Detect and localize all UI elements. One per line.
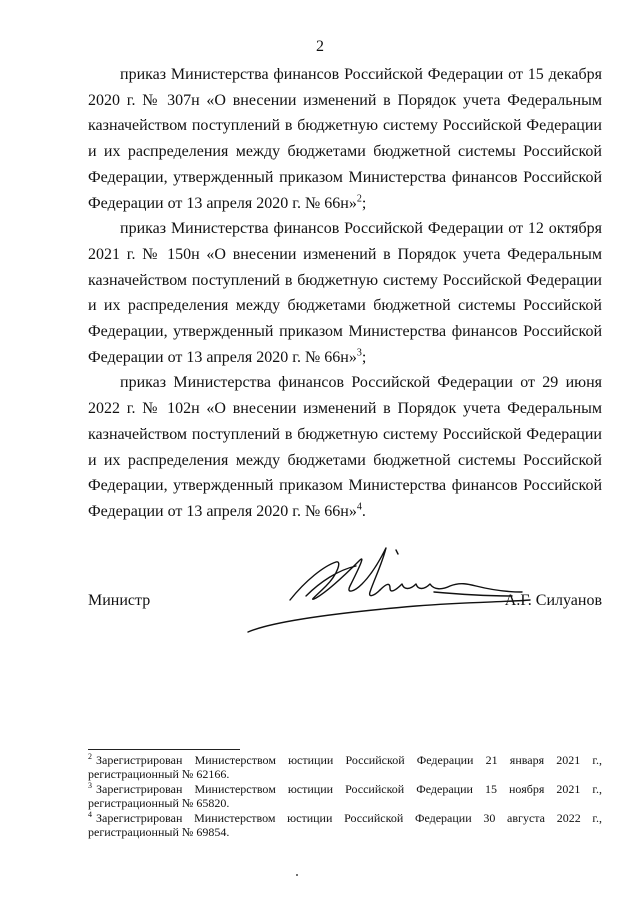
- paragraph-text: приказ Министерства финансов Российской Федерации от 29 июня 2022 г. № 102н «О внесении изменений в Порядок учета Федеральным казначейством поступлений в бюджетную систему Российской Федерации и их распределения между бюджетами бюджетной системы Российской Федерации, утвержденный приказом Министерства финансов Российской Федерации от 13 апреля 2020 г. № 66н»: [88, 374, 602, 520]
- footnote-number: 2: [88, 752, 92, 761]
- paragraph-text: приказ Министерства финансов Российской Федерации от 12 октября 2021 г. № 150н «О внесении изменений в Порядок учета Федеральным казначейством поступлений в бюджетную систему Российской Федерации и их распределения между бюджетами бюджетной системы Российской Федерации, утвержденный приказом Министерства финансов Российской Федерации от 13 апреля 2020 г. № 66н»: [88, 220, 602, 366]
- signature-block: [88, 540, 602, 650]
- paragraph-suffix: ;: [361, 194, 367, 212]
- footnote-ref: 2: [356, 193, 362, 205]
- footnote: [88, 782, 602, 810]
- footnote-ref: 4: [356, 501, 362, 513]
- footnotes: [88, 753, 602, 840]
- paragraph-suffix: ;: [361, 348, 367, 366]
- footnote-text: Зарегистрирован Министерством юстиции Российской Федерации 15 ноября 2021 г., регистрационный № 65820.: [88, 782, 602, 810]
- page-number: 2: [316, 38, 324, 55]
- paragraph-suffix: .: [361, 502, 366, 520]
- footnote-number: 4: [88, 810, 92, 819]
- paragraph-text: приказ Министерства финансов Российской Федерации от 15 декабря 2020 г. № 307н «О внесении изменений в Порядок учета Федеральным казначейством поступлений в бюджетную систему Российской Федерации и их распределения между бюджетами бюджетной системы Российской Федерации, утвержденный приказом Министерства финансов Российской Федерации от 13 апреля 2020 г. № 66н»: [88, 66, 602, 212]
- scan-speck: [296, 874, 298, 876]
- footnote-ref: 3: [356, 347, 362, 359]
- footnote: [88, 753, 602, 781]
- footnote-text: Зарегистрирован Министерством юстиции Российской Федерации 30 августа 2022 г., регистрационный № 69854.: [88, 811, 602, 839]
- footnote-divider: [88, 749, 240, 750]
- footnote: [88, 811, 602, 839]
- document-body: [88, 62, 602, 525]
- signer-title: Министр: [88, 592, 151, 609]
- footnote-text: Зарегистрирован Министерством юстиции Российской Федерации 21 января 2021 г., регистрационный № 62166.: [88, 753, 602, 781]
- paragraph: [88, 62, 602, 216]
- handwritten-signature: [246, 540, 536, 640]
- paragraph: [88, 370, 602, 524]
- footnote-number: 3: [88, 781, 92, 790]
- signer-name: А.Г. Силуанов: [504, 592, 602, 609]
- paragraph: [88, 216, 602, 370]
